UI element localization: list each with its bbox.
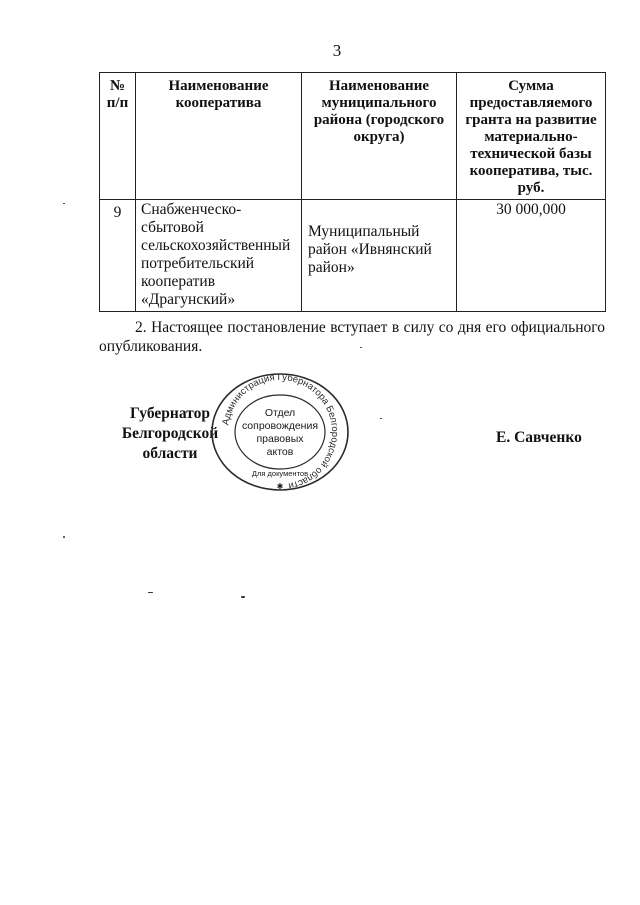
cell-cooperative: Снабженческо-сбытовой сельскохозяйственный потребительский кооператив «Драгунский» [136, 200, 302, 312]
table-row [100, 200, 606, 312]
scan-speck [63, 203, 65, 204]
stamp-center-line4: актов [266, 446, 294, 458]
scan-speck [241, 596, 245, 598]
signatory-title-line2: Белгородской области [121, 425, 219, 462]
stamp-bottom-text: Для документов [251, 469, 309, 478]
scan-speck [380, 418, 382, 419]
grants-table [99, 72, 606, 312]
cell-amount: 30 000,000 [457, 200, 606, 312]
stamp-center-line1: Отдел [264, 407, 296, 419]
header-number: № п/п [100, 73, 136, 200]
page-number: 3 [332, 41, 342, 60]
stamp-center-line3: правовых [256, 433, 304, 445]
table-header-row [100, 73, 606, 200]
scan-speck [148, 592, 153, 593]
header-district: Наименование муниципального района (городского округа) [302, 73, 457, 200]
scan-speck [63, 536, 65, 538]
stamp-center-line2: сопровождения [241, 420, 319, 432]
stamp-graphic [208, 370, 352, 494]
signatory-name: Е. Савченко [496, 429, 582, 446]
scan-speck [360, 347, 362, 348]
header-amount: Сумма предоставляемого гранта на развитие материально-технической базы кооператива, тыс. руб. [457, 73, 606, 200]
header-cooperative: Наименование кооператива [136, 73, 302, 200]
cell-district: Муниципальный район «Ивнянский район» [302, 200, 457, 312]
stamp-ring-text: Администрация Губернатора Белгородской области [220, 371, 341, 492]
signatory-title-line1: Губернатор [130, 405, 210, 422]
cell-number: 9 [100, 200, 136, 312]
effective-date-paragraph: 2. Настоящее постановление вступает в силу со дня его официального опубликования. [99, 319, 605, 355]
stamp-star-icon: ✱ [276, 482, 284, 491]
official-stamp [208, 370, 352, 494]
